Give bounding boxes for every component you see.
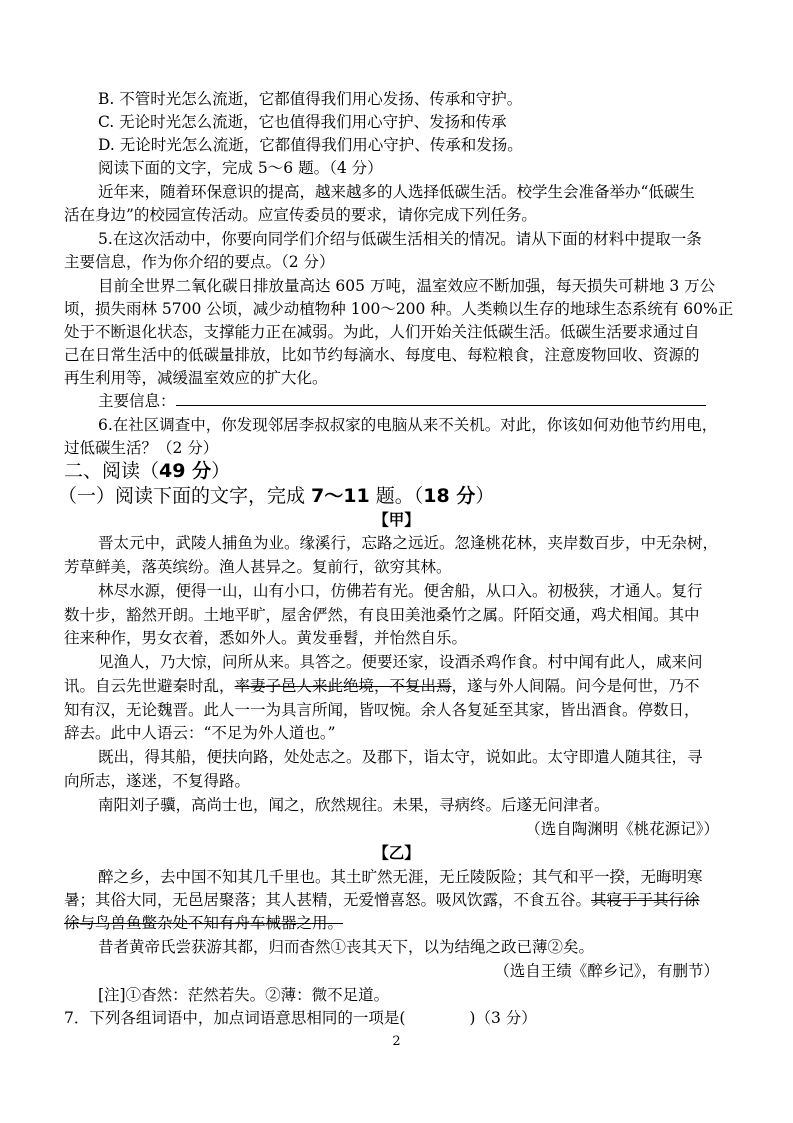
jia-line-11: 向所志，遂迷，不复得路。	[64, 772, 251, 790]
section-2-heading	[64, 459, 744, 483]
material-line-3: 处于不断退化状态，支撑能力正在减弱。为此，人们开始关注低碳生活。低碳生活要求通过自	[64, 323, 700, 341]
subsection-1-score: 18 分	[423, 485, 476, 507]
yi-line-3-struck: 徐与鸟兽鱼鳖杂处不知有舟车械器之用。	[64, 914, 344, 932]
jia-line-6: 见渔人，乃大惊，问所从来。具答之。便要还家，设酒杀鸡作食。村中闻有此人，咸来问	[98, 653, 703, 671]
option-d: D. 无论时光怎么流逝，它都值得我们用心守护、传承和发扬。	[98, 136, 523, 154]
main-info-label: 主要信息：	[98, 392, 176, 410]
instruction-5-6: 阅读下面的文字，完成 5～6 题。（4 分）	[98, 159, 383, 177]
subsection-1-range: 7～11	[311, 485, 370, 507]
jia-line-10: 既出，得其船，便扶向路，处处志之。及郡下，诣太守，说如此。太守即遣人随其往，寻	[98, 748, 703, 766]
section-2-heading-close: ）	[211, 460, 231, 482]
question-6-line-2: 过低碳生活？（2 分）	[64, 439, 219, 457]
passage-jia-label: 【甲】	[373, 510, 420, 529]
material-line-4: 己在日常生活中的低碳量排放，比如节约每滴水、每度电、每粒粮食，注意废物回收、资源的	[64, 346, 700, 364]
yi-line-2	[64, 889, 744, 911]
option-c: C. 无论时光怎么流逝，它也值得我们用心守护、发扬和传承	[98, 113, 507, 131]
jia-line-7-end: ，遂与外人间隔。问今是何世，乃不	[451, 677, 700, 695]
main-info-line	[98, 390, 778, 412]
source-jia: （选自陶渊明《桃花源记》）	[525, 820, 719, 838]
material-line-1: 目前全世界二氧化碳日排放量高达 605 万吨，温室效应不断加强，每天损失可耕地 3 万公	[98, 277, 716, 295]
passage-yi-label: 【乙】	[373, 843, 420, 862]
jia-line-8: 知有汉，无论魏晋。此人一一为具言所闻，皆叹惋。余人各复延至其家，皆出酒食。停数日，	[64, 701, 700, 719]
subsection-1-text: （一）阅读下面的文字，完成	[58, 485, 312, 507]
jia-line-4: 数十步，豁然开朗。土地平旷，屋舍俨然，有良田美池桑竹之属。阡陌交通，鸡犬相闻。其中	[64, 606, 700, 624]
question-7-score: )（3 分）	[469, 1009, 537, 1027]
subsection-1-text-2: 题。（	[369, 485, 424, 507]
question-5-line-1: 5.在这次活动中，你要向同学们介绍与低碳生活相关的情况。请从下面的材料中提取一条	[98, 230, 702, 248]
jia-line-3: 林尽水源，便得一山，山有小口，仿佛若有光。便舍船，从口入。初极狭，才通人。复行	[98, 582, 703, 600]
yi-line-2-struck: 其寝于于其行徐	[591, 891, 700, 909]
yi-line-4: 昔者黄帝氏尝获游其都，归而杳然①丧其天下，以为结绳之政已薄②矣。	[98, 938, 595, 956]
subsection-1-close: ）	[475, 485, 495, 507]
annotation-note: [注]①杳然：茫然若失。②薄：微不足道。	[98, 986, 390, 1004]
jia-line-5: 往来种作，男女衣着，悉如外人。黄发垂髫，并怡然自乐。	[64, 629, 468, 647]
option-b: B. 不管时光怎么流逝，它都值得我们用心发扬、传承和守护。	[98, 90, 523, 108]
question-7-text: 7．下列各组词语中，加点词语意思相同的一项是(	[64, 1009, 406, 1027]
source-yi: （选自王绩《醉乡记》，有删节）	[494, 962, 719, 980]
yi-line-2-start: 暑；其俗大同，无邑居聚落；其人甚精，无爱憎喜怒。吸风饮露，不食五谷。	[64, 891, 592, 909]
jia-line-9: 辞去。此中人语云：“不足为外人道也。”	[64, 724, 336, 742]
jia-line-12: 南阳刘子骥，高尚士也，闻之，欣然规往。未果，寻病终。后遂无问津者。	[98, 796, 610, 814]
jia-line-7-start: 讯。自云先世避秦时乱，	[64, 677, 235, 695]
jia-line-7-struck: 率妻子邑人来此绝境，不复出焉	[234, 677, 452, 695]
material-line-5: 再生利用等，减缓温室效应的扩大化。	[64, 369, 328, 387]
jia-line-2: 芳草鲜美，落英缤纷。渔人甚异之。复前行，欲穷其林。	[64, 558, 452, 576]
jia-line-1: 晋太元中，武陵人捕鱼为业。缘溪行，忘路之远近。忽逢桃花林，夹岸数百步，中无杂树，	[98, 534, 719, 552]
answer-blank-line[interactable]	[176, 391, 706, 406]
yi-line-1: 醉之乡，去中国不知其几千里也。其土旷然无涯，无丘陵阪险；其气和平一揆，无晦明寒	[98, 868, 703, 886]
question-5-line-2: 主要信息，作为你介绍的要点。（2 分）	[64, 253, 335, 271]
jia-line-7	[64, 675, 744, 697]
question-7	[64, 1007, 744, 1029]
section-2-score: 49 分	[159, 460, 212, 482]
background-line-2: 活在身边”的校园宣传活动。应宣传委员的要求，请你完成下列任务。	[64, 206, 537, 224]
section-2-heading-text: 二、阅读（	[64, 460, 160, 482]
question-6-line-1: 6.在社区调查中，你发现邻居李叔叔家的电脑从来不关机。对此，你该如何劝他节约用电，	[98, 416, 718, 434]
subsection-1-heading	[58, 484, 738, 508]
background-line-1: 近年来，随着环保意识的提高，越来越多的人选择低碳生活。校学生会准备举办“低碳生	[98, 183, 695, 201]
material-line-2: 顷，损失雨林 5700 公顷，减少动植物种 100～200 种。人类赖以生存的地球生态系统有 60%正	[64, 300, 734, 318]
page-number: 2	[392, 1034, 401, 1049]
